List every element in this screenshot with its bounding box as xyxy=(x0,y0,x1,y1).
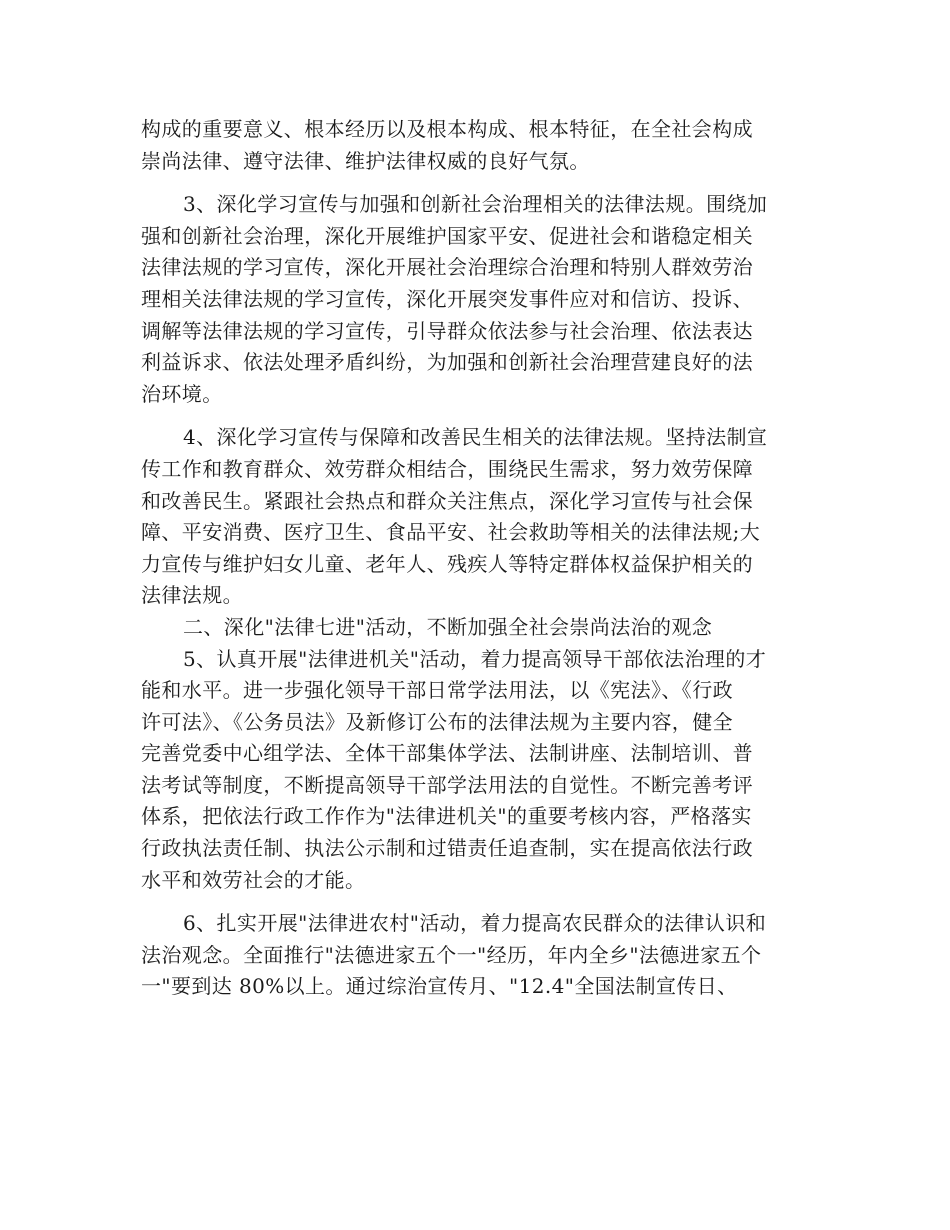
paragraph-start-line: 4、深化学习宣传与保障和改善民生相关的法律法规。坚持法制宣 xyxy=(183,425,768,450)
paragraph-start-line: 5、认真开展"法律进机关"活动，着力提高领导干部依法治理的才 xyxy=(183,646,767,671)
text-line: 构成的重要意义、根本经历以及根本构成、根本特征，在全社会构成 xyxy=(141,117,753,141)
text-line: 利益诉求、依法处理矛盾纠纷，为加强和创新社会治理营建良好的法 xyxy=(141,350,753,375)
text-line: 许可法》、《公务员法》及新修订公布的法律法规为主要内容，健全 xyxy=(141,709,733,734)
text-line: 法律法规。 xyxy=(141,583,243,608)
text-line: 调解等法律法规的学习宣传，引导群众依法参与社会治理、依法表达 xyxy=(141,318,753,343)
text-line: 力宣传与维护妇女儿童、老年人、残疾人等特定群体权益保护相关的 xyxy=(141,551,753,576)
text-line: 传工作和教育群众、效劳群众相结合，围绕民生需求，努力效劳保障 xyxy=(141,456,753,481)
text-line: 治环境。 xyxy=(141,381,223,406)
text-line: 强和创新社会治理，深化开展维护国家平安、促进社会和谐稳定相关 xyxy=(141,223,753,248)
text-line: 完善党委中心组学法、全体干部集体学法、法制讲座、法制培训、普 xyxy=(141,741,753,766)
text-line: 水平和效劳社会的才能。 xyxy=(141,867,366,892)
text-line: 法治观念。全面推行"法德进家五个一"经历，年内全乡"法德进家五个 xyxy=(141,942,762,967)
text-line: 法律法规的学习宣传，深化开展社会治理综合治理和特别人群效劳治 xyxy=(141,255,753,280)
text-line: 行政执法责任制、执法公示制和过错责任追查制，实在提高依法行政 xyxy=(141,836,753,861)
text-line: 障、平安消费、医疗卫生、食品平安、社会救助等相关的法律法规;大 xyxy=(141,520,761,545)
text-line: 崇尚法律、遵守法律、维护法律权威的良好气氛。 xyxy=(141,148,590,173)
text-line: 能和水平。进一步强化领导干部日常学法用法，以《宪法》、《行政 xyxy=(141,678,733,703)
text-line: 一"要到达 80%以上。通过综治宣传月、"12.4"全国法制宣传日、 xyxy=(141,974,738,999)
paragraph-start-line: 3、深化学习宣传与加强和创新社会治理相关的法律法规。围绕加 xyxy=(183,192,768,217)
text-line: 体系，把依法行政工作作为"法律进机关"的重要考核内容，严格落实 xyxy=(141,804,752,829)
text-line: 法考试等制度，不断提高领导干部学法用法的自觉性。不断完善考评 xyxy=(141,772,753,797)
text-line: 理相关法律法规的学习宣传，深化开展突发事件应对和信访、投诉、 xyxy=(141,286,753,311)
paragraph-start-line: 6、扎实开展"法律进农村"活动，着力提高农民群众的法律认识和 xyxy=(183,911,767,936)
text-line: 和改善民生。紧跟社会热点和群众关注焦点，深化学习宣传与社会保 xyxy=(141,488,753,513)
document-body xyxy=(141,114,813,1003)
section-heading: 二、深化"法律七进"活动，不断加强全社会崇尚法治的观念 xyxy=(183,614,713,639)
